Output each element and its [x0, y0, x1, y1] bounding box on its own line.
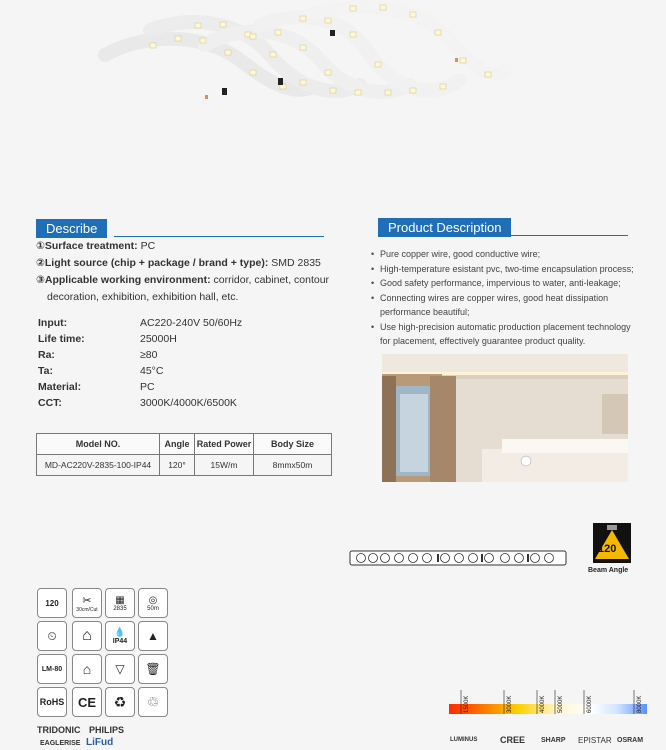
spec-value: 3000K/4000K/6500K: [140, 397, 237, 409]
brand-lifud: LiFud: [86, 737, 114, 748]
beam-angle-icon: [593, 523, 631, 563]
product-description-rule: [503, 235, 628, 236]
list-item: performance beautiful;: [380, 307, 470, 317]
product-description-section: [378, 218, 511, 237]
brand-sharp: SHARP: [541, 737, 566, 744]
cct-tick-label: 6000K: [587, 695, 593, 713]
cell-angle: 120°: [160, 455, 195, 476]
recycle-outline-icon: ♲: [138, 687, 168, 717]
cct-tick-label: 1500K: [464, 695, 470, 713]
header-body-size: Body Size: [254, 434, 332, 455]
header-rated-power: Rated Power: [195, 434, 254, 455]
cct-tick-label: 8000K: [637, 695, 643, 713]
strip-diagram: [349, 547, 569, 569]
ce-icon: [72, 687, 102, 717]
product-description-heading: Product Description: [378, 218, 511, 237]
list-item: • Pure copper wire, good conductive wire;: [380, 247, 666, 262]
weee-bin-icon: 🗑: [138, 654, 168, 684]
home-icon: ⌂: [72, 621, 102, 651]
cell-body-size: 8mmx50m: [254, 455, 332, 476]
spec-label: Ra:: [38, 349, 55, 361]
lm-icon-text: LM-80: [41, 665, 63, 673]
spec-label: Life time:: [38, 333, 85, 345]
list-item: • Use high-precision automatic production placement technology: [380, 320, 666, 335]
spec-row-ra: [0, 347, 330, 363]
beam-angle-label: Beam Angle: [588, 567, 629, 574]
angle-120-icon: [37, 588, 67, 618]
rohs-icon: [37, 687, 67, 717]
list-item: • High-temperature esistant pvc, two-time encapsulation process;: [380, 262, 666, 277]
cell-rated-power: 15W/m: [195, 455, 254, 476]
ip44-icon: 💧 IP44: [105, 621, 135, 651]
led-strip-hero-image: [0, 0, 666, 200]
header-angle: Angle: [160, 434, 195, 455]
spec-label: Input:: [38, 317, 68, 329]
working-environment-line: [36, 272, 346, 289]
recycle-icon: ♻: [105, 687, 135, 717]
product-description-list: [370, 247, 666, 349]
working-environment-label: ③Applicable working environment:: [36, 274, 211, 286]
describe-section: [36, 219, 107, 238]
spec-value: 25000H: [140, 333, 177, 345]
light-source-line: [36, 255, 336, 272]
working-environment-value: corridor, cabinet, contour: [210, 274, 330, 286]
surface-treatment-line: [36, 238, 336, 255]
list-item: • Good safety performance, impervious to water, anti-leakage;: [380, 276, 666, 291]
brand-epistar: EPISTAR: [578, 736, 612, 745]
model-table-header-row: [37, 434, 332, 455]
brand-philips: PHILIPS: [89, 725, 125, 735]
describe-heading: Describe: [36, 219, 107, 238]
bedroom-application-photo: [382, 354, 628, 482]
working-environment-continued: decoration, exhibition, exhibition hall, etc.: [47, 291, 239, 303]
list-item: • Connecting wires are copper wires, good heat dissipation: [380, 291, 666, 306]
lm80-icon: [37, 654, 67, 684]
spec-value: PC: [140, 381, 155, 393]
spec-value: 45°C: [140, 365, 164, 377]
light-source-label: ②Light source (chip + package / brand + type):: [36, 257, 269, 269]
spec-row-ta: [0, 363, 330, 379]
rohs-icon-text: RoHS: [39, 697, 65, 707]
length-icon-text: 50m: [147, 605, 159, 612]
scissors-cut-icon: ✂ 30cm/Cut: [72, 588, 102, 618]
cct-tick-label: 5000K: [558, 695, 564, 713]
beam-angle-value: 120: [598, 543, 617, 555]
brand-luminus: LUMINUS: [450, 737, 478, 743]
header-model-no: Model NO.: [37, 434, 160, 455]
brand-eaglerise: EAGLERISE: [40, 740, 81, 747]
angle-icon-text: 120: [45, 598, 59, 608]
spec-label: CCT:: [38, 397, 62, 409]
describe-heading-rule: [114, 236, 324, 237]
cut-icon-text: 30cm/Cut: [76, 606, 98, 613]
cell-model-no: MD-AC220V-2835-100-IP44: [37, 455, 160, 476]
brand-tridonic: TRIDONIC: [37, 725, 81, 735]
spec-label: Material:: [38, 381, 82, 393]
spec-label: Ta:: [38, 365, 53, 377]
cct-tick-label: 4000K: [540, 695, 546, 713]
fire-safety-icon: ▽: [105, 654, 135, 684]
surface-treatment-value: PC: [137, 240, 156, 252]
cct-scale: [449, 690, 647, 720]
list-item: for placement, effectively guarantee product quality.: [380, 336, 586, 346]
spec-value: ≥80: [140, 349, 158, 361]
spec-value: AC220-240V 50/60Hz: [140, 317, 243, 329]
spec-row-cct: [0, 395, 330, 411]
lifetime-icon: ⏲: [37, 621, 67, 651]
spec-row-life-time: [0, 331, 330, 347]
lamp-icon: ▲: [138, 621, 168, 651]
brand-osram: OSRAM: [617, 737, 644, 744]
indoor-icon: ⌂: [72, 654, 102, 684]
brand-cree: CREE: [500, 735, 526, 745]
cct-tick-label: 3000K: [507, 695, 513, 713]
reel-50m-icon: ◎ 50m: [138, 588, 168, 618]
chip-icon-text: 2835: [113, 605, 127, 612]
spec-row-material: [0, 379, 330, 395]
chip-2835-icon: ▦ 2835: [105, 588, 135, 618]
light-source-value: SMD 2835: [268, 257, 321, 269]
model-table: [36, 433, 332, 476]
surface-treatment-label: ①Surface treatment:: [36, 240, 138, 252]
ce-icon-text: CE: [77, 694, 97, 710]
spec-row-input: [0, 315, 330, 331]
table-row: [37, 455, 332, 476]
ip-icon-text: IP44: [112, 638, 128, 645]
